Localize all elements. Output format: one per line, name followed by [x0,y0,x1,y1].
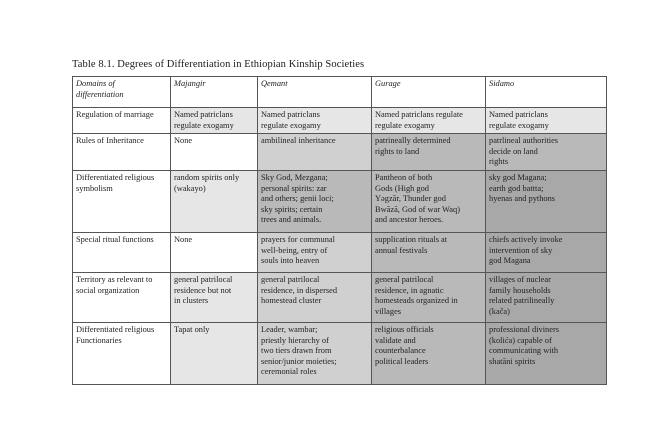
column-header-qemant: Qemant [258,77,372,108]
table-cell: prayers for communal well-being, entry of souls into heaven [258,232,372,272]
table-cell: general patrilocal residence, in agnatic homesteads organized in villages [372,272,486,322]
table-cell: religious officials validate and counterbalance political leaders [372,322,486,384]
table-cell: general patrilocal residence, in dispersed homestead cluster [258,272,372,322]
table-cell: Sky God, Mezgana; personal spirits: zar and others; genii loci; sky spirits; certain trees and animals. [258,170,372,232]
table-cell: general patrilocal residence but not in clusters [171,272,258,322]
row-domain-label: Regulation of marriage [73,108,171,134]
table-cell: sky god Magana; earth god battta; hyenas and pythons [486,170,607,232]
table-cell: Tapat only [171,322,258,384]
table-row [73,272,607,322]
table-row [73,232,607,272]
table-cell: chiefs actively invoke intervention of sky god Magana [486,232,607,272]
table-cell: patrlineal authorities decide on land rights [486,134,607,171]
kinship-differentiation-table [72,76,607,385]
table-cell: professional diviners (kolića) capable of communicating with shatāni spirits [486,322,607,384]
table-cell: villages of nuclear family households related patrilineally (kača) [486,272,607,322]
row-domain-label: Differentiated religious Functionaries [73,322,171,384]
row-domain-label: Territory as relevant to social organization [73,272,171,322]
table-cell: Named patriclans regulate exogamy [171,108,258,134]
row-domain-label: Differentiated religious symbolism [73,170,171,232]
table-cell: supplication rituals at annual festivals [372,232,486,272]
table-caption: Table 8.1. Degrees of Differentiation in Ethiopian Kinship Societies [72,59,365,70]
table-row [73,134,607,171]
header-row [73,77,607,108]
column-header-domains: Domains of differentiation [73,77,171,108]
table-cell: Named patriclans regulate exogamy [258,108,372,134]
table-row [73,170,607,232]
table-body [73,108,607,385]
table-header [73,77,607,108]
table-cell: None [171,232,258,272]
table-cell: patrineally determined rights to land [372,134,486,171]
table-row [73,322,607,384]
table-cell: Named patriclans regulate regulate exogamy [372,108,486,134]
column-header-sidamo: Sidamo [486,77,607,108]
table-cell: Pantheon of both Gods (High god Yəgzār, Thunder god Bwāzā, God of war Waq) and ancestor heroes. [372,170,486,232]
table-cell: None [171,134,258,171]
row-domain-label: Rules of Inheritance [73,134,171,171]
column-header-majangir: Majangir [171,77,258,108]
column-header-gurage: Gurage [372,77,486,108]
table-cell: Leader, wambar; priestly hierarchy of two tiers drawn from senior/junior moieties; ceremonial roles [258,322,372,384]
table-row [73,108,607,134]
table-cell: Named patriclans regulate exogamy [486,108,607,134]
table-cell: ambilineal inheritance [258,134,372,171]
row-domain-label: Special ritual functions [73,232,171,272]
table-cell: random spirits only (wakayo) [171,170,258,232]
